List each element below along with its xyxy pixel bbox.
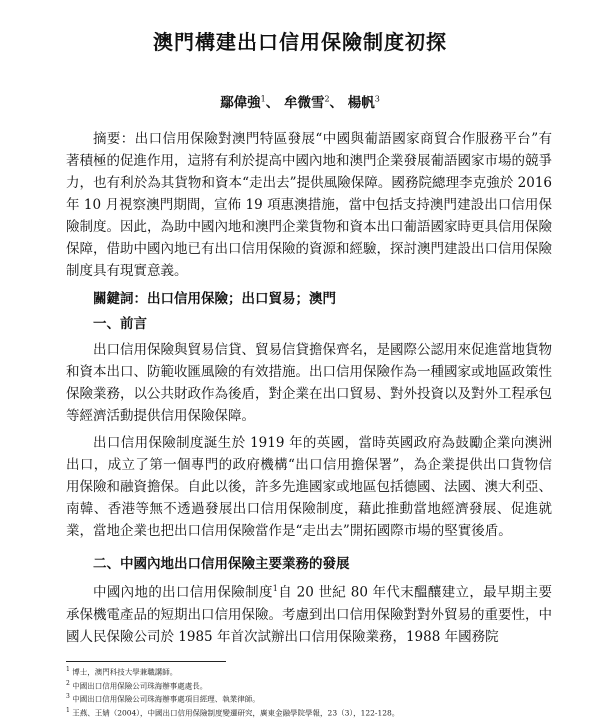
author-mark: 2 (324, 95, 329, 104)
paragraph: 出口信用保險與貿易信貸、貿易信貸擔保齊名，是國際公認用來促進當地貨物和資本出口、防範收匯風險的有效措施。出口信用保險作為一種國家或地區政策性保險業務，以公共財政作為後盾，對企業在出口貿易、對外投資以及對外工程承包等經濟活動提供信用保險保障。 (66, 339, 552, 427)
author-name: 楊帆 (348, 95, 375, 111)
abstract-text: 出口信用保險對澳門特區發展“中國與葡語國家商貿合作服務平台”有著積極的促進作用，這將有利於提高中國內地和澳門企業發展葡語國家市場的競爭力，也有利於為其貨物和資本“走出去”提供風險保障。國務院總理李克強於 2016 年 10 月視察澳門期間，宣佈 19 項惠澳措施，當中包括支持澳門建設出口信用保險制度。因此，為助中國內地和澳門企業貨物和資本出口葡語國家時更具信用保險保障，借助中國內地已有出口信用保險的資源和經驗，探討澳門建設出口信用保險制度具有現實意義。 (66, 131, 552, 279)
paragraph-text: 中國內地的出口信用保險制度 (93, 585, 273, 601)
footnote-divider (66, 661, 226, 662)
author-name: 鄢偉強 (220, 95, 261, 111)
footnote-mark: 2 (66, 680, 70, 687)
footnote-mark: 1 (66, 707, 70, 714)
author-separator: 、 (266, 95, 280, 111)
footnote (66, 664, 552, 678)
paragraph (66, 578, 552, 648)
footnote (66, 678, 552, 692)
footnote-text: 中國出口信用保險公司珠海辦事處項目經理、執業律師。 (72, 695, 260, 704)
keywords: 關鍵詞：出口信用保險；出口貿易；澳門 (66, 288, 579, 310)
footnote-mark: 1 (66, 666, 70, 673)
author-name: 牟微雪 (284, 95, 325, 111)
author-mark: 3 (375, 95, 380, 104)
paragraph-text: 自 20 世紀 80 年代末醞釀建立，最早期主要承保機電產品的短期出口信用保險。考慮到出口信用保險對對外貿易的重要性，中國人民保險公司於 1985 年首次試辦出口信用保險業務，1988 年國務院 (66, 585, 552, 645)
footnote-text: 博士，澳門科技大學兼職講師。 (72, 668, 177, 677)
section-heading-intro: 一、前言 (66, 313, 579, 335)
footnotes (66, 664, 552, 718)
abstract (66, 128, 552, 282)
author-mark: 1 (261, 95, 266, 104)
section-heading-mainland: 二、中國內地出口信用保險主要業務的發展 (66, 553, 579, 575)
author-separator: 、 (330, 95, 344, 111)
footnote-mark: 3 (66, 693, 70, 700)
footnote-text: 王燕、王婧（2004），中國出口信用保險制度變遷研究，廣東金融學院學報，23（3），122-128。 (72, 708, 399, 717)
paper-title: 澳門構建出口信用保險制度初探 (0, 26, 600, 55)
abstract-label: 摘要： (93, 131, 135, 147)
footnote-text: 中國出口信用保險公司珠海辦事處處長。 (72, 681, 207, 690)
paragraph: 出口信用保險制度誕生於 1919 年的英國，當時英國政府為鼓勵企業向澳洲出口，成立了第一個專門的政府機構“出口信用擔保署”，為企業提供出口貨物信用保險和融資擔保。自此以後，許多先進國家或地區包括德國、法國、澳大利亞、南韓、香港等無不透過發展出口信用保險制度，藉此推動當地經濟發展、促進就業，當地企業也把出口信用保險當作是“走出去”開拓國際市場的堅實後盾。 (66, 432, 552, 542)
author-line (0, 91, 600, 111)
footnote-ref: 1 (273, 584, 278, 593)
footnote (66, 705, 552, 718)
footnote (66, 691, 552, 705)
